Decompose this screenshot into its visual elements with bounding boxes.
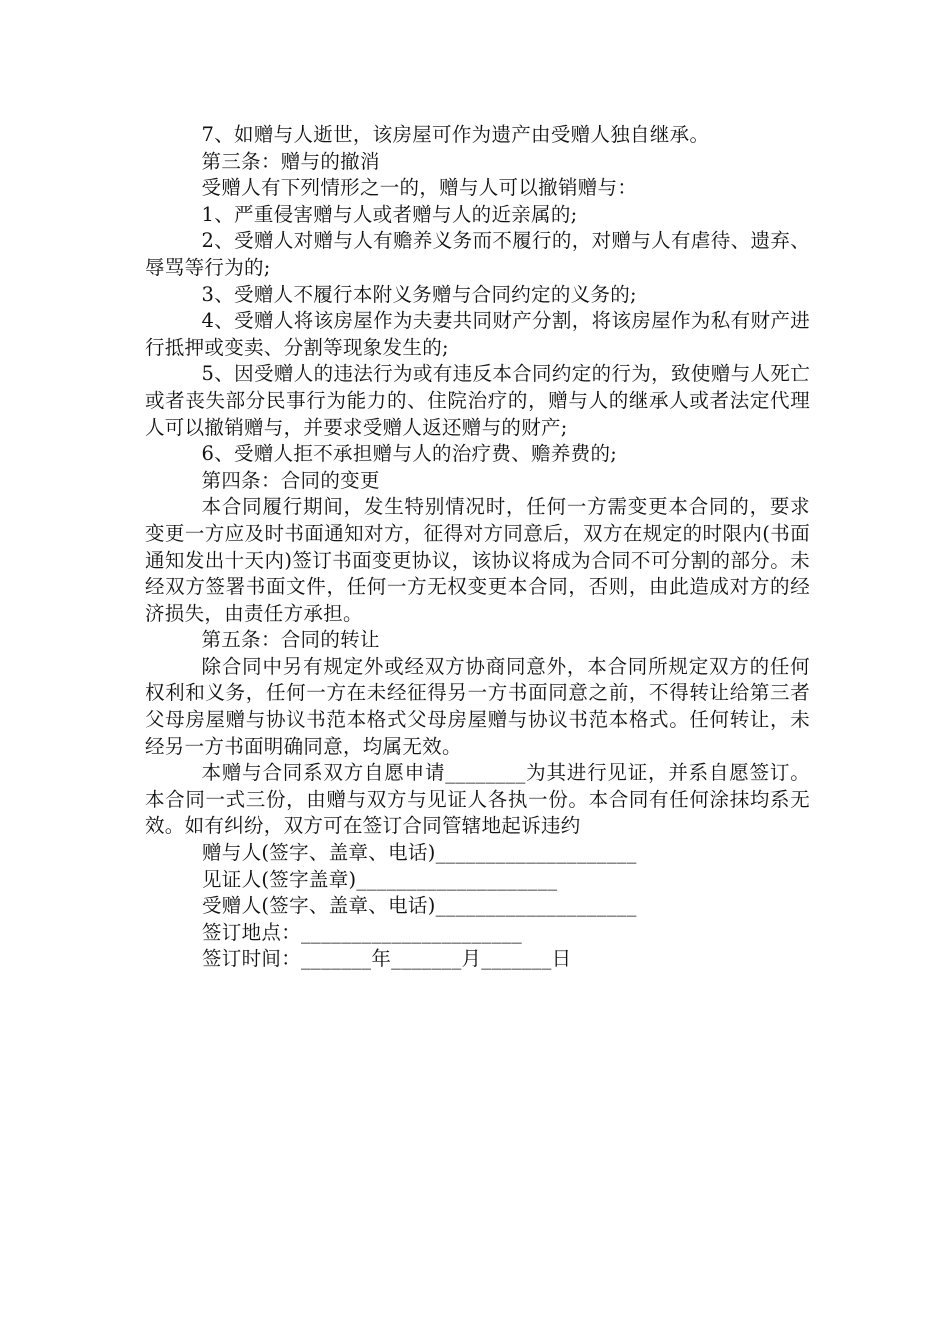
section-heading-revocation: 第三条：赠与的撤消 — [201, 149, 380, 173]
signing-place-line: 签订地点：______________________ — [202, 920, 523, 944]
section-heading-transfer: 第五条：合同的转让 — [201, 628, 380, 652]
revocation-item-6: 6、受赠人拒不承担赠与人的治疗费、赡养费的; — [201, 442, 618, 466]
signing-date-line: 签订时间：_______年_______月_______日 — [202, 947, 572, 971]
witness-clause: 本赠与合同系双方自愿申请________为其进行见证，并系自愿签订。本合同一式三份，由赠与双方与见证人各执一份。本合同有任何涂抹均系无效。如有纠纷，双方可在签订合同管辖地起诉违约 — [145, 761, 810, 838]
revocation-item-3: 3、受赠人不履行本附义务赠与合同约定的义务的; — [201, 282, 637, 306]
modification-body: 本合同履行期间，发生特别情况时，任何一方需变更本合同的，要求变更一方应及时书面通知对方，征得对方同意后，双方在规定的时限内(书面通知发出十天内)签订书面变更协议，该协议将成为合同不可分割的部分。未经双方签署书面文件，任何一方无权变更本合同，否则，由此造成对方的经济损失，由责任方承担。 — [145, 495, 810, 625]
clause-item-7: 7、如赠与人逝世，该房屋可作为遗产由受赠人独自继承。 — [201, 123, 710, 146]
contract-page — [145, 122, 810, 973]
revocation-item-1: 1、严重侵害赠与人或者赠与人的近亲属的; — [201, 202, 578, 226]
revocation-item-2: 2、受赠人对赠与人有赡养义务而不履行的，对赠与人有虐待、遗弃、辱骂等行为的; — [145, 229, 810, 279]
transfer-body: 除合同中另有规定外或经双方协商同意外，本合同所规定双方的任何权利和义务，任何一方在未经征得另一方书面同意之前，不得转让给第三者父母房屋赠与协议书范本格式父母房屋赠与协议书范本格式。任何转让，未经另一方书面明确同意，均属无效。 — [145, 654, 810, 758]
revocation-item-5: 5、因受赠人的违法行为或有违反本合同约定的行为，致使赠与人死亡或者丧失部分民事行为能力的、住院治疗的，赠与人的继承人或者法定代理人可以撤销赠与，并要求受赠人返还赠与的财产; — [145, 362, 810, 439]
revocation-intro: 受赠人有下列情形之一的，赠与人可以撤销赠与： — [201, 176, 638, 200]
revocation-item-4: 4、受赠人将该房屋作为夫妻共同财产分割，将该房屋作为私有财产进行抵押或变卖、分割等现象发生的; — [145, 309, 810, 359]
donee-signature-line: 受赠人(签字、盖章、电话)____________________ — [202, 894, 637, 918]
witness-signature-line: 见证人(签字盖章)____________________ — [202, 867, 558, 891]
donor-signature-line: 赠与人(签字、盖章、电话)____________________ — [202, 841, 637, 865]
section-heading-modification: 第四条：合同的变更 — [201, 468, 380, 492]
